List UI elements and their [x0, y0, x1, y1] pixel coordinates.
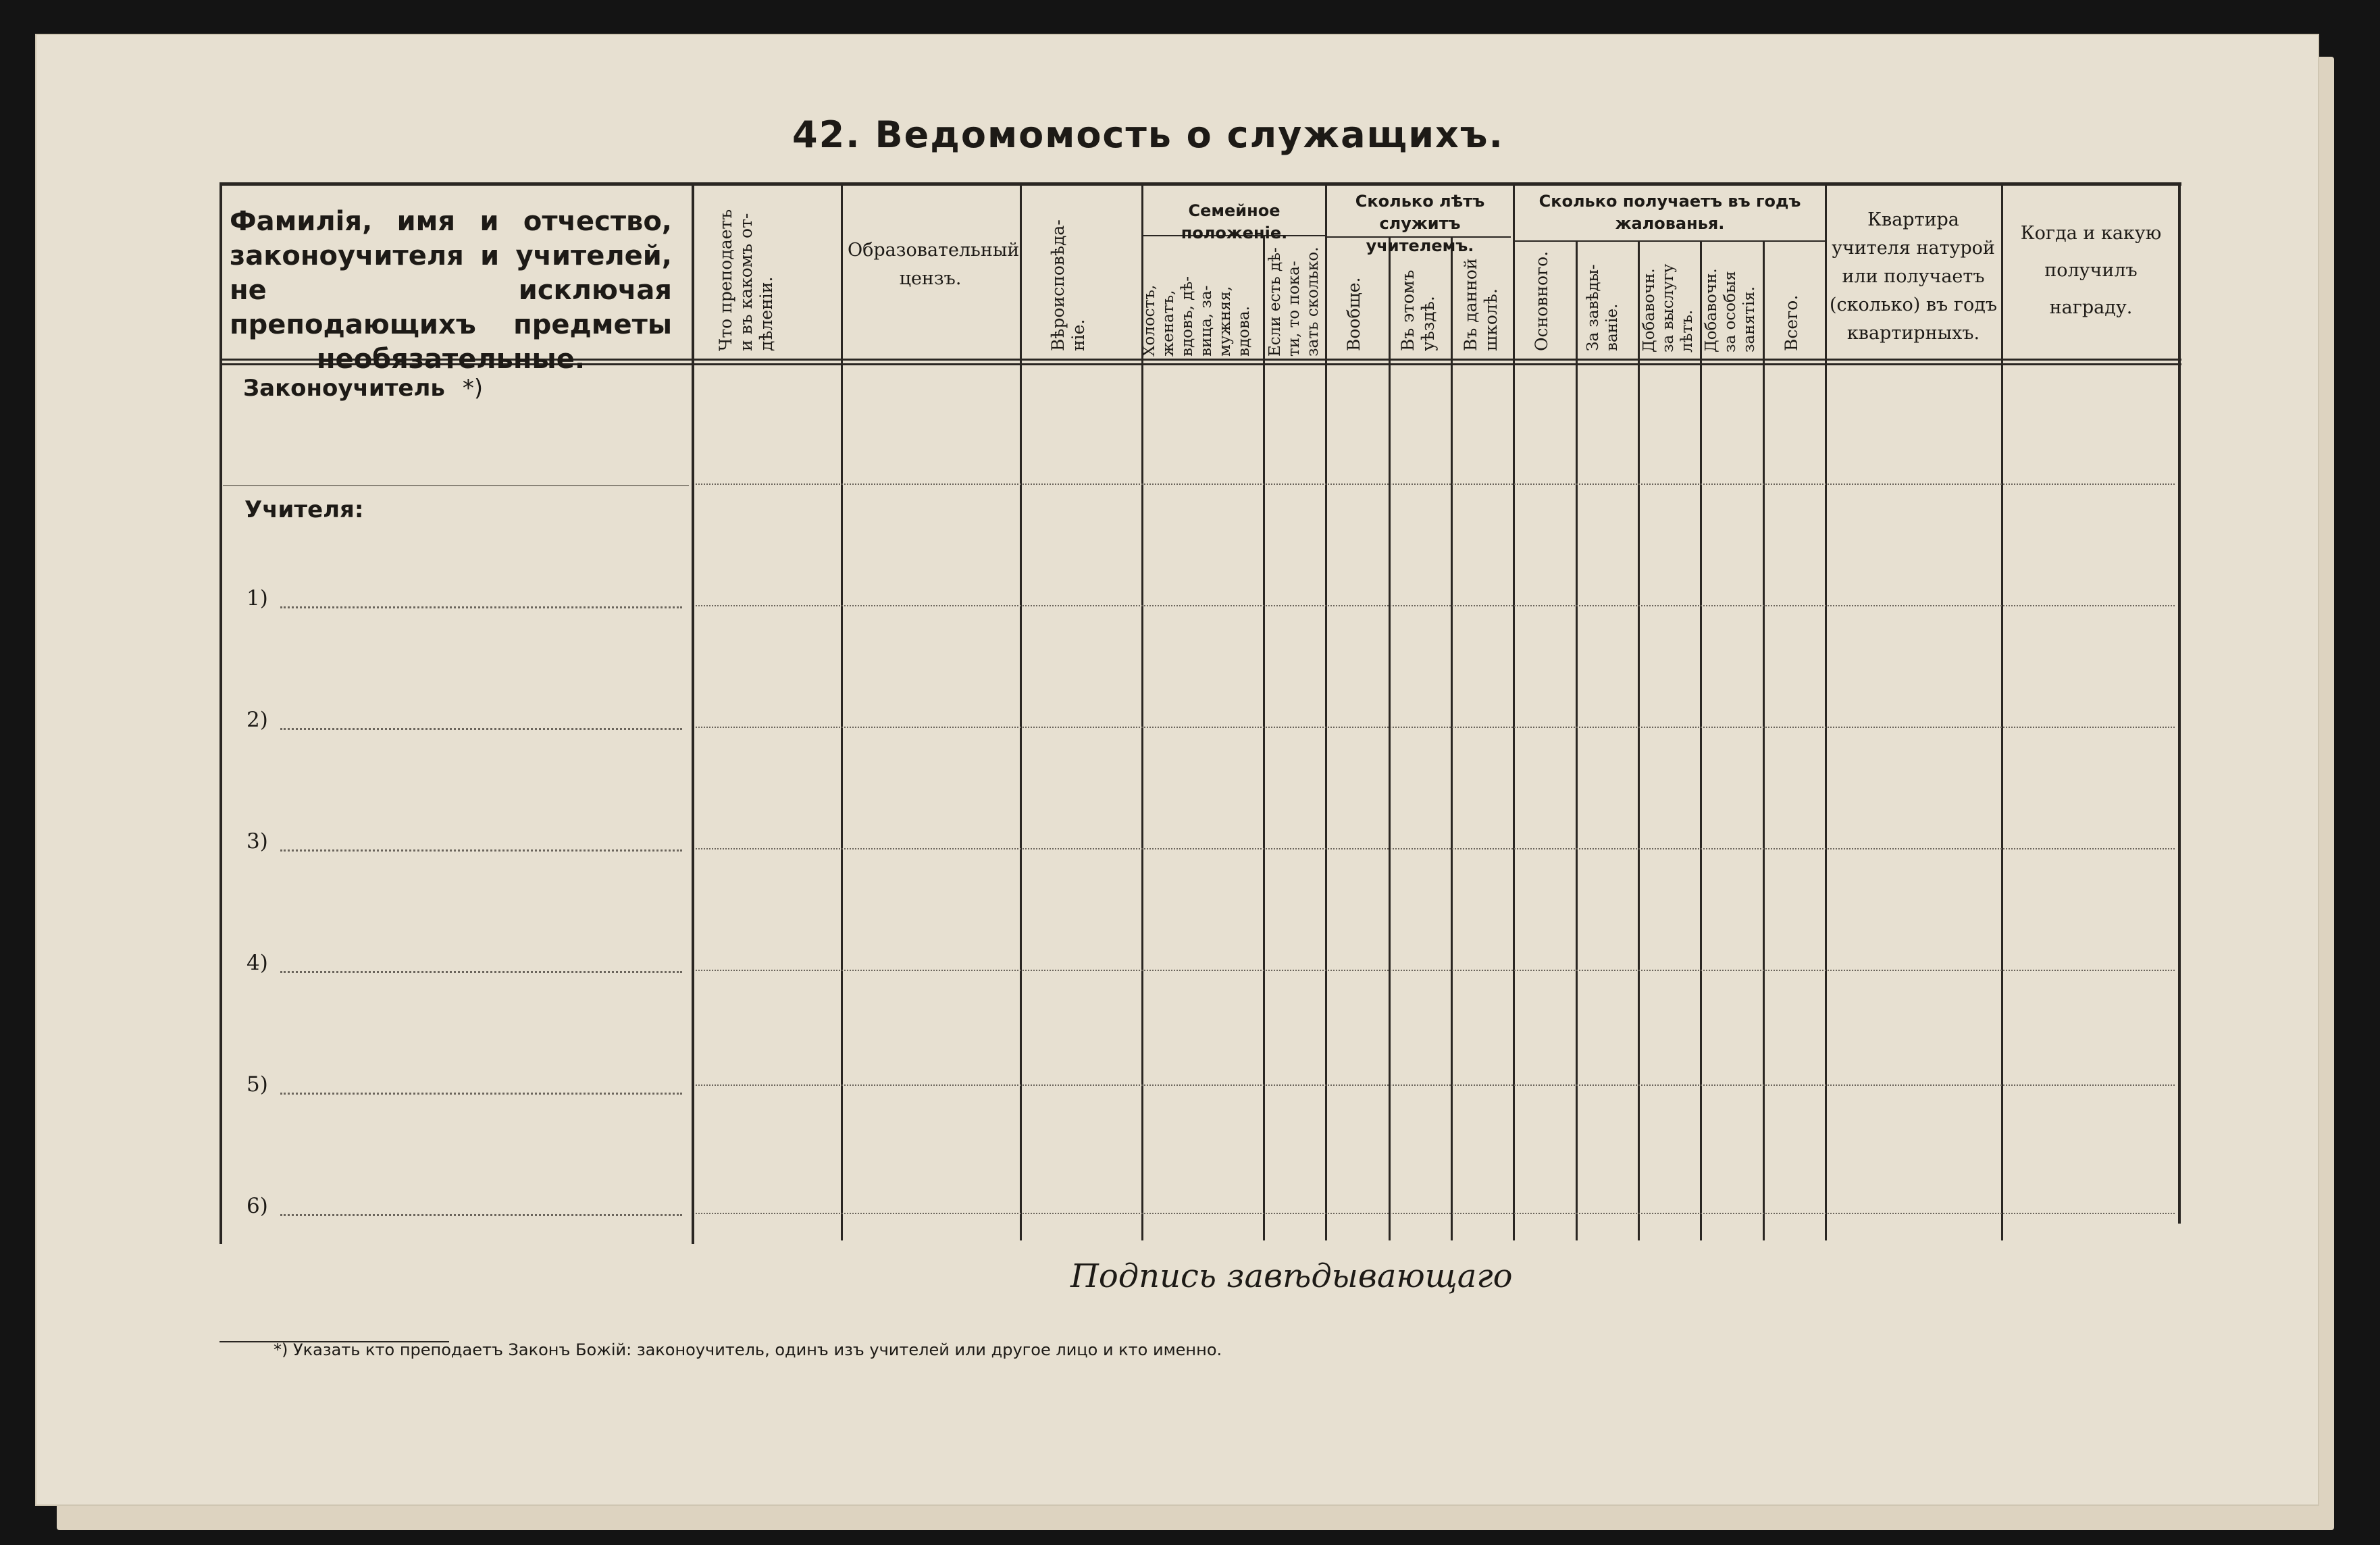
header-years-school: Въ данной школѣ. — [1461, 258, 1501, 351]
row-number-4: 4) — [247, 951, 268, 975]
header-housing: Квартира учителя натурой или получаетъ (сколько) въ годъ квартирныхъ. — [1829, 209, 1998, 344]
table-top-border — [219, 182, 2181, 186]
row-guide-1 — [696, 605, 2175, 606]
row-law-teacher-mark: *) — [462, 375, 484, 402]
row-guide-6 — [696, 1213, 2175, 1214]
name-fill-line-3 — [280, 849, 682, 852]
col-line-years-county — [1451, 238, 1453, 1240]
col-line-family — [1263, 236, 1265, 1240]
header-teaches: Что преподаетъ и въ какомъ от- дѣленіи. — [716, 209, 776, 351]
name-fill-line-1 — [280, 606, 682, 608]
header-children: Если есть дѣ- ти, то пока- зать сколько. — [1266, 246, 1322, 357]
header-years-group: Сколько лѣтъ служитъ учителемъ. — [1355, 192, 1485, 255]
row-law-teacher — [243, 375, 483, 402]
row-law-teacher-label: Законоучитель — [243, 375, 445, 402]
footnote-text: *) Указать кто преподаетъ Законъ Божій: законоучитель, одинъ изъ учителей или другое лицо и кто именно. — [274, 1340, 1222, 1359]
col-line-years-school — [1513, 184, 1515, 1240]
col-line-salary-base — [1576, 242, 1578, 1240]
col-line-salary-total — [1825, 184, 1827, 1240]
col-line-children — [1325, 184, 1327, 1240]
name-fill-line-4 — [280, 971, 682, 973]
header-salary-total: Всего. — [1782, 294, 1801, 351]
row-number-1: 1) — [247, 586, 268, 610]
col-line-education — [1020, 184, 1022, 1240]
name-fill-line-2 — [280, 728, 682, 730]
row-number-6: 6) — [247, 1194, 268, 1218]
name-fill-line-5 — [280, 1093, 682, 1095]
header-salary-seniority: Добавочн. за выслугу лѣтъ. — [1640, 263, 1696, 352]
col-line-right — [2178, 184, 2181, 1224]
header-family-group: Семейное положеніе. — [1181, 201, 1288, 242]
law-teacher-separator — [223, 485, 689, 486]
header-awards: Когда и какую получилъ награду. — [2020, 223, 2162, 318]
row-number-5: 5) — [247, 1072, 268, 1097]
name-fill-line-6 — [280, 1214, 682, 1216]
col-line-salary-mgmt — [1638, 242, 1640, 1240]
row-guide-5 — [696, 1084, 2175, 1086]
header-salary-base: Основного. — [1532, 251, 1551, 351]
header-years-total: Вообще. — [1344, 277, 1364, 351]
col-line-teaches — [841, 184, 843, 1240]
row-guide-2 — [696, 727, 2175, 728]
row-guide-3 — [696, 848, 2175, 849]
page-title: 42. Ведомомость о служащихъ. — [792, 113, 1504, 156]
signature-label: Подпись завѣдывающаго — [1070, 1257, 1513, 1295]
salary-group-divider — [1513, 240, 1825, 242]
header-name-column: Фамилія, имя и отчество, законоучителя и учителей, не исключая преподающихъ предметы необязательные. — [230, 206, 672, 375]
header-salary-special: Добавочн. за особыя занятія. — [1703, 268, 1758, 352]
col-line-housing — [2001, 184, 2003, 1240]
col-line-years-total — [1389, 238, 1391, 1240]
header-years-county: Въ этомъ уѣздѣ. — [1398, 269, 1438, 351]
col-line-left — [219, 184, 222, 1244]
header-salary-group: Сколько получаетъ въ годъ жалованья. — [1538, 192, 1801, 233]
row-teachers-heading: Учителя: — [244, 496, 364, 523]
col-line-salary-special — [1763, 242, 1765, 1240]
row-number-2: 2) — [247, 708, 268, 732]
header-education: Образовательный цензъ. — [848, 240, 1020, 289]
header-salary-mgmt: За завѣды- ваніе. — [1584, 264, 1621, 351]
col-line-name — [692, 184, 694, 1244]
row-guide-4 — [696, 970, 2175, 971]
col-line-salary-seniority — [1700, 242, 1702, 1240]
row-guide-0 — [696, 483, 2175, 485]
header-family-status: Холостъ, женатъ, вдовъ, дѣ- вица, за- мужняя, вдова. — [1141, 276, 1253, 357]
row-number-3: 3) — [247, 829, 268, 854]
header-religion: Вѣроисповѣда- ніе. — [1048, 219, 1088, 351]
